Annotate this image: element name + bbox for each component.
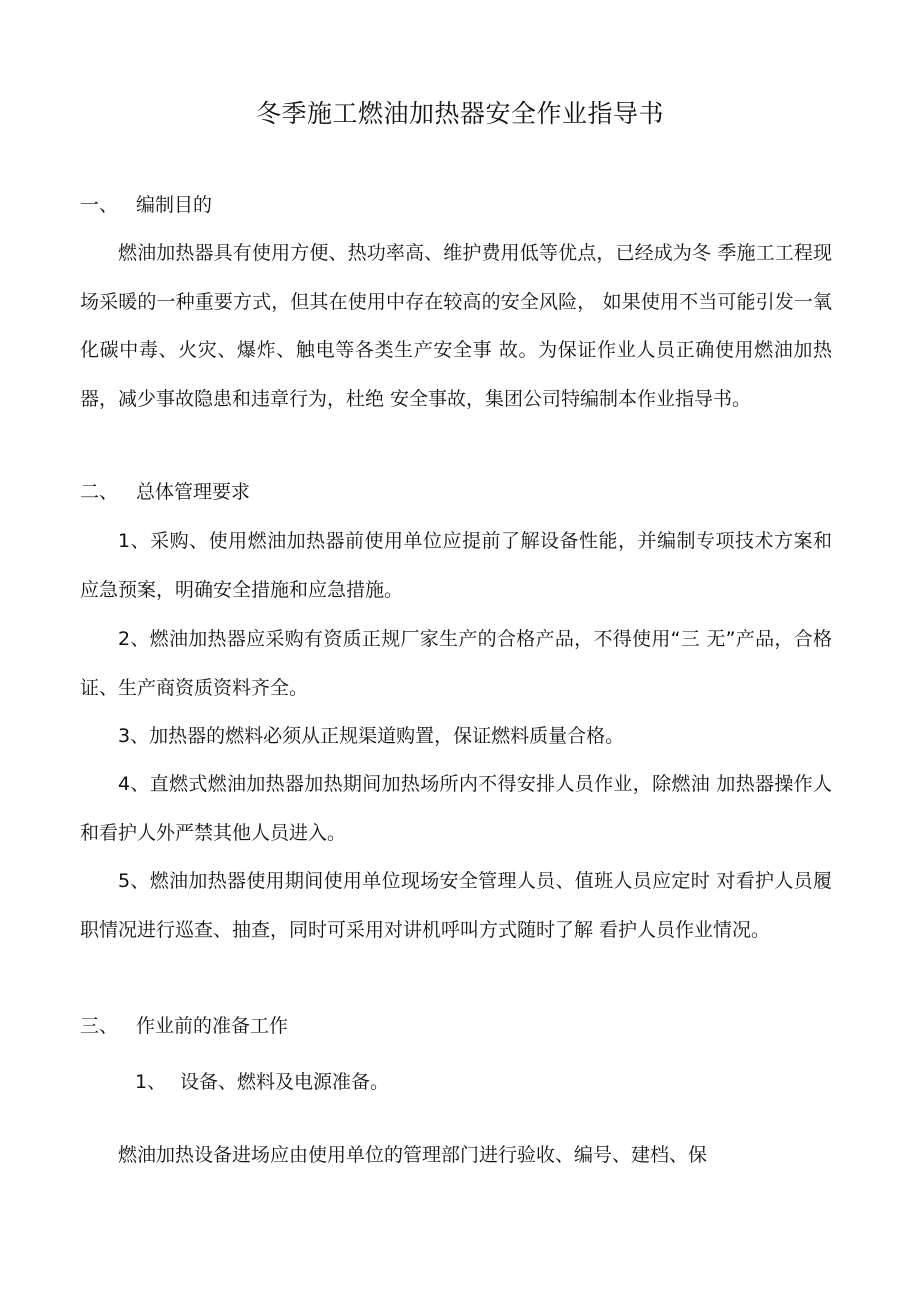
- section-number: 三、: [80, 1015, 119, 1037]
- paragraph: 5、燃油加热器使用期间使用单位现场安全管理人员、值班人员应定时 对看护人员履职情况进行巡查、抽查，同时可采用对讲机呼叫方式随时了解 看护人员作业情况。: [80, 870, 832, 941]
- paragraph: 1、采购、使用燃油加热器前使用单位应提前了解设备性能，并编制专项技术方案和应急预案，明确安全措施和应急措施。: [80, 530, 832, 601]
- paragraph: 燃油加热器具有使用方便、热功率高、维护费用低等优点，已经成为冬 季施工工程现场采暖的一种重要方式，但其在使用中存在较高的安全风险， 如果使用不当可能引发一氧化碳中毒、火灾、爆炸、触电等各类生产安全事 故。为保证作业人员正确使用燃油加热器，减少事故隐患和违章行为，杜绝 安全事故，集团公司特编制本作业指导书。: [80, 242, 832, 410]
- paragraph: 2、燃油加热器应采购有资质正规厂家生产的合格产品，不得使用“三 无”产品，合格证、生产商资质资料齐全。: [80, 628, 832, 699]
- paragraph: 燃油加热设备进场应由使用单位的管理部门进行验收、编号、建档、保: [118, 1144, 708, 1166]
- section-number: 二、: [80, 481, 119, 503]
- section-heading-3: [80, 1012, 288, 1040]
- section-title: 总体管理要求: [136, 481, 251, 503]
- document-title: 冬季施工燃油加热器安全作业指导书: [255, 99, 664, 128]
- section-heading-1: [80, 191, 212, 219]
- paragraph: 3、加热器的燃料必须从正规渠道购置，保证燃料质量合格。: [118, 725, 625, 747]
- sub-item-number: 1、: [135, 1071, 167, 1093]
- section-heading-2: [80, 478, 250, 506]
- section-title: 编制目的: [136, 194, 213, 216]
- sub-item-text: 设备、燃料及电源准备。: [180, 1071, 390, 1093]
- sub-item: [135, 1068, 389, 1096]
- section-title: 作业前的准备工作: [136, 1015, 289, 1037]
- section-number: 一、: [80, 194, 119, 216]
- paragraph: 4、直燃式燃油加热器加热期间加热场所内不得安排人员作业，除燃油 加热器操作人和看护人外严禁其他人员进入。: [80, 773, 832, 844]
